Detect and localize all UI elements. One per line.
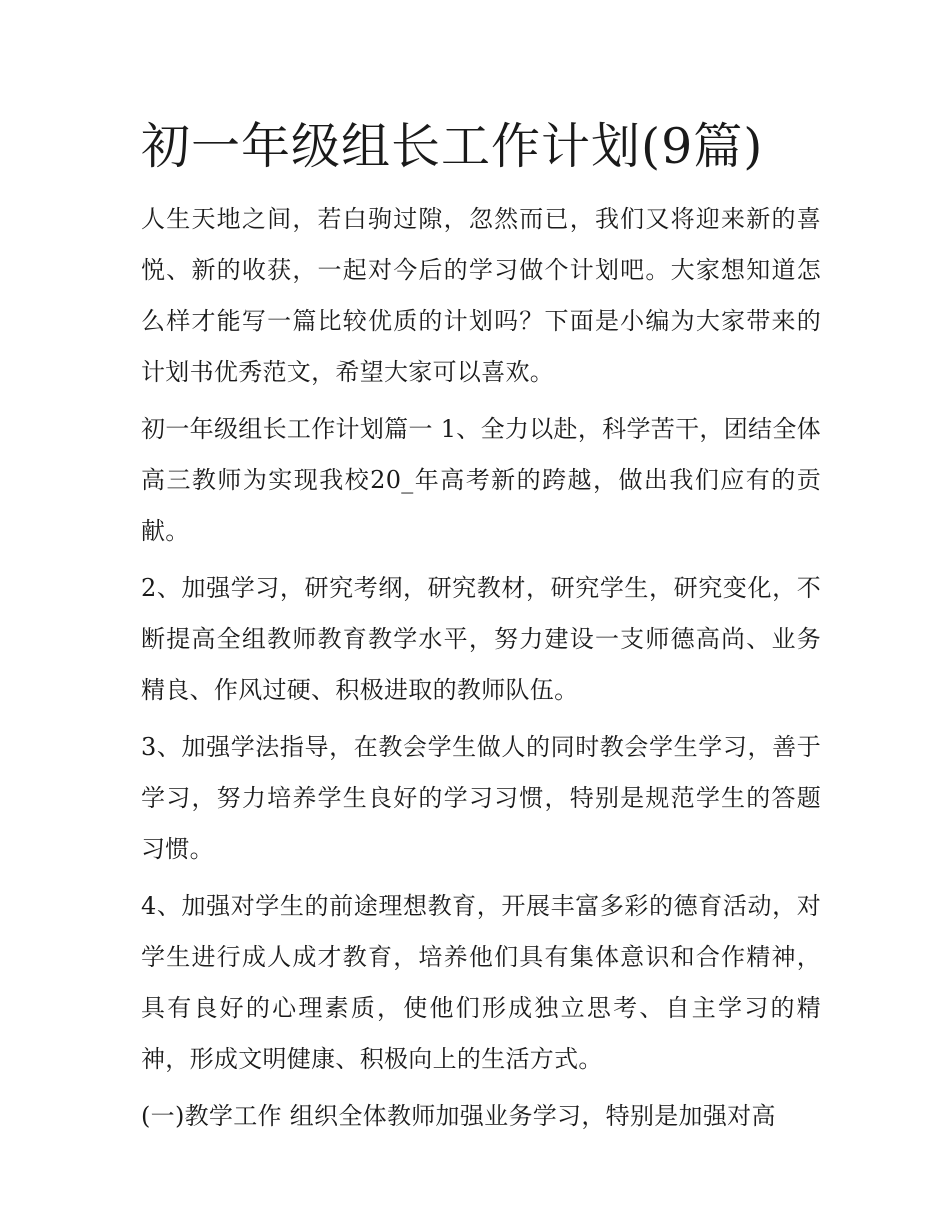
paragraph-item-1: 初一年级组长工作计划篇一 1、全力以赴，科学苦干，团结全体高三教师为实现我校20_年高考新的跨越，做出我们应有的贡献。 (141, 415, 821, 545)
intro-paragraph: 人生天地之间，若白驹过隙，忽然而已，我们又将迎来新的喜悦、新的收获，一起对今后的学习做个计划吧。大家想知道怎么样才能写一篇比较优质的计划吗？下面是小编为大家带来的计划书优秀范文，希望大家可以喜欢。 (141, 205, 821, 386)
paragraph-item-3: 3、加强学法指导，在教会学生做人的同时教会学生学习，善于学习，努力培养学生良好的学习习惯，特别是规范学生的答题习惯。 (141, 733, 821, 863)
document-title: 初一年级组长工作计划(9篇) (141, 118, 764, 175)
paragraph-teaching-work: (一)教学工作 组织全体教师加强业务学习，特别是加强对高 (141, 1102, 776, 1130)
document-page (141, 110, 821, 1148)
paragraph-item-2: 2、加强学习，研究考纲，研究教材，研究学生，研究变化，不断提高全组教师教育教学水平，努力建设一支师德高尚、业务精良、作风过硬、积极进取的教师队伍。 (141, 574, 821, 704)
paragraph-item-4: 4、加强对学生的前途理想教育，开展丰富多彩的德育活动，对学生进行成人成才教育，培养他们具有集体意识和合作精神，具有良好的心理素质，使他们形成独立思考、自主学习的精神，形成文明健康、积极向上的生活方式。 (141, 892, 821, 1073)
